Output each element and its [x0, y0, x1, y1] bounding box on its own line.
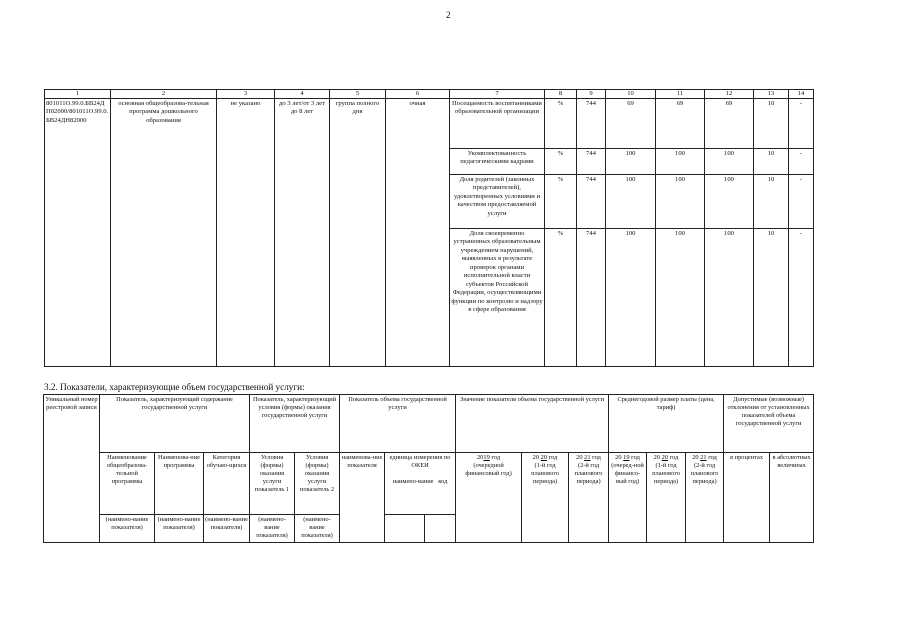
- unit: %: [545, 149, 577, 175]
- column-number: 14: [789, 90, 814, 99]
- table-row: [45, 99, 814, 149]
- volume-indicators-table: [43, 394, 814, 543]
- header-conditions: Показатель, характеризующий условия (формы) оказания государственной услуги: [250, 395, 340, 453]
- section-heading: 3.2. Показатели, характеризующие объем государственной услуги:: [44, 382, 305, 392]
- page-number: 2: [446, 10, 451, 20]
- column-number: 1: [45, 90, 111, 99]
- value-year-2: 69: [656, 99, 705, 149]
- value-year-2: 100: [656, 229, 705, 367]
- col-in-percent: в процентах: [724, 453, 770, 543]
- value-year-2: 100: [656, 175, 705, 229]
- col-condition-2: Условия (формы) оказания услуги показатель 2: [295, 453, 340, 515]
- value-year-3: 100: [705, 175, 754, 229]
- col-fee-year-2: 20 20 год (1-й год планового периода): [647, 453, 686, 543]
- value-year-1: 100: [606, 175, 656, 229]
- okei-code: 744: [577, 149, 606, 175]
- col-value-year-1: 2019 год (очередной финансовый год): [456, 453, 522, 543]
- col-value-year-3: 20 21 год (2-й год планового периода): [569, 453, 609, 543]
- group-type: группа полного дня: [330, 99, 386, 367]
- deviation-percent: 10: [754, 229, 789, 367]
- registry-code: 801011О.99.0.БВ24ДП02000/801011О.99.0.БВ24ДН82000: [45, 99, 111, 367]
- deviation-absolute: -: [789, 175, 814, 229]
- header-row: [44, 395, 814, 453]
- col-volume-name: наименова-ние показателя: [340, 453, 385, 543]
- col-condition-1: Условия (формы) оказания услуги показатель 1: [250, 453, 295, 515]
- header-unique-number: Уникальный номер реестровой записи: [44, 395, 100, 543]
- column-number: 2: [111, 90, 217, 99]
- value-year-2: 100: [656, 149, 705, 175]
- program-name: основная общеобразова-тельная программа дошкольного образования: [111, 99, 217, 367]
- okei-code: 744: [577, 229, 606, 367]
- col-unit-code: код: [438, 478, 448, 485]
- col-value-year-2: 20 20 год (1-й год планового периода): [522, 453, 569, 543]
- column-number: 7: [450, 90, 545, 99]
- name-note: (наимено-вание показателя): [155, 515, 204, 543]
- unit: %: [545, 99, 577, 149]
- column-number: 9: [577, 90, 606, 99]
- deviation-percent: 10: [754, 149, 789, 175]
- column-number: 8: [545, 90, 577, 99]
- column-number: 4: [275, 90, 330, 99]
- column-number: 12: [705, 90, 754, 99]
- value-year-1: 69: [606, 99, 656, 149]
- column-number: 5: [330, 90, 386, 99]
- column-number-row: [45, 90, 814, 99]
- deviation-percent: 10: [754, 175, 789, 229]
- col-program-name: Наименование общеобразова-тельной программы: [100, 453, 155, 515]
- col-in-absolute: в абсолютных величинах: [770, 453, 814, 543]
- col-volume-unit-label: единица измерения по ОКЕИ: [389, 454, 451, 469]
- column-number: 13: [754, 90, 789, 99]
- value-year-1: 100: [606, 149, 656, 175]
- col-fee-year-3: 20 21 год (2-й год планового периода): [686, 453, 724, 543]
- deviation-absolute: -: [789, 229, 814, 367]
- name-note: (наимено-вание показателя): [204, 515, 250, 543]
- name-note: (наимено-вание показателя): [295, 515, 340, 543]
- indicator-name: Посещаемость воспитанниками образовательной организации: [450, 99, 545, 149]
- value-year-3: 100: [705, 149, 754, 175]
- deviation-percent: 10: [754, 99, 789, 149]
- name-note: (наимено-вание показателя): [100, 515, 155, 543]
- age-category: до 3 лет/от 3 лет до 8 лет: [275, 99, 330, 367]
- header-row: [44, 453, 814, 515]
- indicator-name: Доля своевременно устраненных образовательным учреждением нарушений, выявленных в результате проверок органами исполнительной власти субъектов Российской Федерации, осуществляющими функции по контролю и надзору в сфере образования: [450, 229, 545, 367]
- header-value: Значение показателя объема государственной услуги: [456, 395, 609, 453]
- empty-cell: [385, 515, 425, 543]
- header-volume: Показатель объема государственной услуги: [340, 395, 456, 453]
- column-number: 3: [217, 90, 275, 99]
- value-year-3: 100: [705, 229, 754, 367]
- okei-code: 744: [577, 99, 606, 149]
- name-note: (наимено-вание показателя): [250, 515, 295, 543]
- deviation-absolute: -: [789, 149, 814, 175]
- study-form: очная: [386, 99, 450, 367]
- header-allowed-deviation: Допустимые (возможные) отклонения от установленных показателей объема государственной услуги: [724, 395, 814, 453]
- quality-indicators-table: [44, 89, 814, 367]
- col-category: Категория обучаю-щихся: [204, 453, 250, 515]
- column-number: 11: [656, 90, 705, 99]
- header-content: Показатель, характеризующий содержание государственной услуги: [100, 395, 250, 453]
- col-volume-unit: [385, 453, 456, 515]
- col-program: Наименова-ние программы: [155, 453, 204, 515]
- value-year-1: 100: [606, 229, 656, 367]
- deviation-absolute: -: [789, 99, 814, 149]
- indicator-name: Доля родителей (законных представителей), удовлетворенных условиями и качеством предоставляемой услуги: [450, 175, 545, 229]
- header-fee: Среднегодовой размер платы (цена, тариф): [609, 395, 724, 453]
- indicator-name: Укомплектованность педагогическими кадрами: [450, 149, 545, 175]
- unit: %: [545, 175, 577, 229]
- okei-code: 744: [577, 175, 606, 229]
- col-fee-year-1: 20 19 год (очеред-ной финансо-вый год): [609, 453, 647, 543]
- column-number: 6: [386, 90, 450, 99]
- column-number: 10: [606, 90, 656, 99]
- unit: %: [545, 229, 577, 367]
- col-unit-name: наимено-вание: [392, 478, 434, 485]
- value-year-3: 69: [705, 99, 754, 149]
- empty-cell: [425, 515, 456, 543]
- program-spec: не указано: [217, 99, 275, 367]
